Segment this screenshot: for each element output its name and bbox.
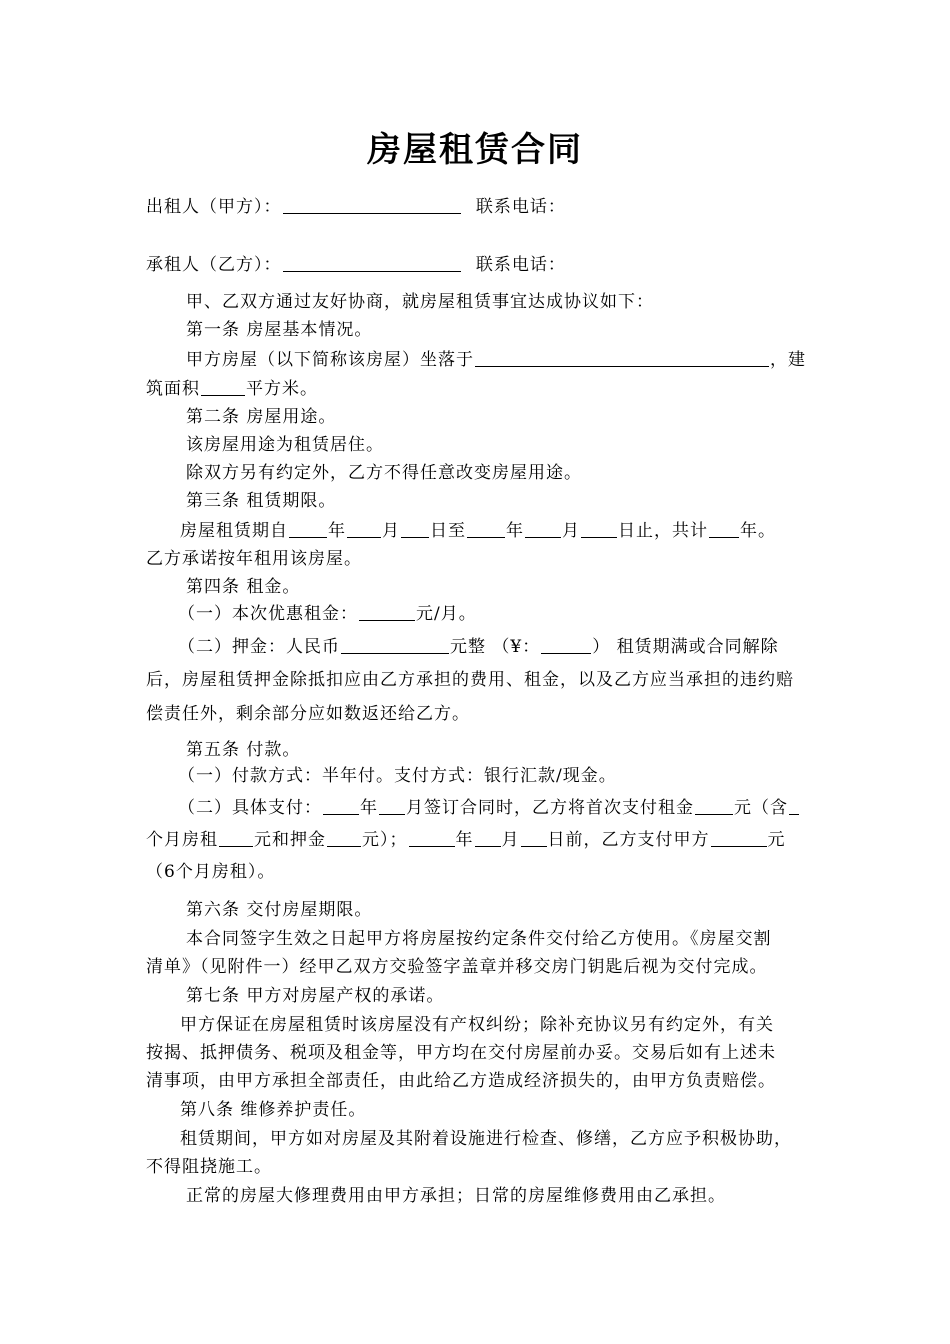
address-blank — [475, 350, 769, 367]
month-char: 月 — [382, 521, 400, 541]
deposit-part-end: 元）； — [362, 830, 408, 850]
article-8-line-3: 正常的房屋大修理费用由甲方承担；日常的房屋维修费用由乙承担。 — [186, 1186, 726, 1206]
next-month-blank — [475, 830, 501, 847]
next-year-char: 年 — [455, 830, 474, 850]
lessee-label: 承租人（乙方）： — [146, 255, 282, 275]
start-month-blank — [347, 521, 381, 538]
deposit-label: （二）押金：人民币 — [178, 637, 340, 657]
first-payment-blank — [695, 798, 733, 815]
article-3-line-2: 乙方承诺按年租用该房屋。 — [146, 549, 362, 569]
end-month-blank — [525, 521, 561, 538]
area-label: 筑面积 — [146, 379, 200, 399]
next-year-blank — [409, 830, 455, 847]
deposit-part-blank — [327, 830, 361, 847]
start-year-blank — [289, 521, 327, 538]
start-day-blank — [401, 521, 429, 538]
article-3-heading: 第三条 租赁期限。 — [186, 491, 337, 511]
day-to-text: 日至 — [430, 521, 466, 541]
next-payment-unit: 元 — [767, 830, 786, 850]
article-8-line-1: 租赁期间，甲方如对房屋及其附着设施进行检查、修缮，乙方应予积极协助， — [180, 1129, 792, 1149]
lessee-phone-label: 联系电话： — [475, 255, 566, 275]
article-6-line-2: 清单》（见附件一）经甲乙双方交验签字盖章并移交房门钥匙后视为交付完成。 — [146, 957, 768, 977]
article-8-heading: 第八条 维修养护责任。 — [180, 1100, 367, 1120]
months-rent-text: 个月房租 — [146, 830, 218, 850]
article-1-address-text: 甲方房屋（以下简称该房屋）坐落于 — [186, 350, 474, 370]
article-4-line-2 — [178, 637, 779, 657]
end-year-blank — [467, 521, 505, 538]
next-month-char: 月 — [501, 830, 520, 850]
article-1-address-end: ，建 — [770, 350, 806, 370]
article-5-line-1: （一）付款方式：半年付。支付方式：银行汇款/现金。 — [178, 766, 617, 786]
article-7-line-3: 清事项，由甲方承担全部责任，由此给乙方造成经济损失的，由甲方负责赔偿。 — [146, 1071, 776, 1091]
next-payment-text: 日前，乙方支付甲方 — [547, 830, 710, 850]
article-7-line-2: 按揭、抵押债务、税项及租金等，甲方均在交付房屋前办妥。交易后如有上述未 — [146, 1043, 776, 1063]
area-unit: 平方米。 — [246, 379, 318, 399]
article-4-heading: 第四条 租金。 — [186, 577, 301, 597]
rent-blank — [359, 604, 415, 621]
year-end-text: 年。 — [740, 521, 776, 541]
article-1-line-1 — [186, 350, 806, 370]
term-text: 房屋租赁期自 — [180, 521, 288, 541]
article-6-line-1: 本合同签字生效之日起甲方将房屋按约定条件交付给乙方使用。《房屋交割 — [186, 929, 772, 949]
lessor-phone-label: 联系电话： — [475, 197, 566, 217]
lessor-line — [146, 197, 566, 217]
payment-label: （二）具体支付： — [178, 798, 322, 818]
rent-label: （一）本次优惠租金： — [178, 604, 358, 624]
next-payment-blank — [711, 830, 767, 847]
document-title: 房屋租赁合同 — [367, 130, 583, 170]
rent-unit: 元/月。 — [416, 604, 477, 624]
article-3-line-1 — [180, 521, 776, 541]
month-char-2: 月 — [562, 521, 580, 541]
sign-month-blank — [379, 798, 405, 815]
deposit-amount-blank — [341, 637, 449, 654]
article-7-line-1: 甲方保证在房屋租赁时该房屋没有产权纠纷；除补充协议另有约定外，有关 — [180, 1015, 774, 1035]
sign-year-blank — [323, 798, 359, 815]
first-payment-unit: 元（含 — [734, 798, 788, 818]
article-5-line-2 — [178, 798, 800, 818]
next-day-blank — [521, 830, 547, 847]
end-day-blank — [581, 521, 617, 538]
article-6-heading: 第六条 交付房屋期限。 — [186, 900, 373, 920]
total-years-blank — [709, 521, 739, 538]
area-blank — [201, 379, 245, 396]
lessee-line — [146, 255, 566, 275]
first-payment-text: 月签订合同时，乙方将首次支付租金 — [406, 798, 694, 818]
article-2-heading: 第二条 房屋用途。 — [186, 407, 337, 427]
article-2-line-1: 该房屋用途为租赁居住。 — [186, 435, 384, 455]
lessor-label: 出租人（甲方）： — [146, 197, 282, 217]
article-4-line-4: 偿责任外，剩余部分应如数返还给乙方。 — [146, 704, 470, 724]
lessor-name-blank — [283, 197, 461, 214]
article-4-line-3: 后，房屋租赁押金除抵扣应由乙方承担的费用、租金，以及乙方应当承担的违约赔 — [146, 670, 794, 690]
year-char: 年 — [328, 521, 346, 541]
article-8-line-2: 不得阻挠施工。 — [146, 1157, 272, 1177]
year-char-2: 年 — [506, 521, 524, 541]
sign-year-char: 年 — [360, 798, 378, 818]
months-blank — [789, 798, 799, 815]
article-5-line-4: （6个月房租）。 — [146, 862, 276, 882]
article-5-line-3 — [146, 830, 786, 850]
intro-text: 甲、乙双方通过友好协商，就房屋租赁事宜达成协议如下： — [186, 292, 654, 312]
deposit-yuan: 元整 （¥： — [450, 637, 541, 657]
deposit-and-text: 元和押金 — [254, 830, 326, 850]
article-5-heading: 第五条 付款。 — [186, 740, 301, 760]
deposit-end: ） 租赁期满或合同解除 — [592, 637, 779, 657]
article-1-line-2 — [146, 379, 318, 399]
months-rent-blank — [219, 830, 253, 847]
article-2-line-2: 除双方另有约定外，乙方不得任意改变房屋用途。 — [186, 463, 582, 483]
article-4-line-1 — [178, 604, 477, 624]
lessee-name-blank — [283, 255, 461, 272]
deposit-figure-blank — [541, 637, 591, 654]
day-end-text: 日止，共计 — [618, 521, 708, 541]
article-7-heading: 第七条 甲方对房屋产权的承诺。 — [186, 986, 445, 1006]
article-1-heading: 第一条 房屋基本情况。 — [186, 320, 373, 340]
